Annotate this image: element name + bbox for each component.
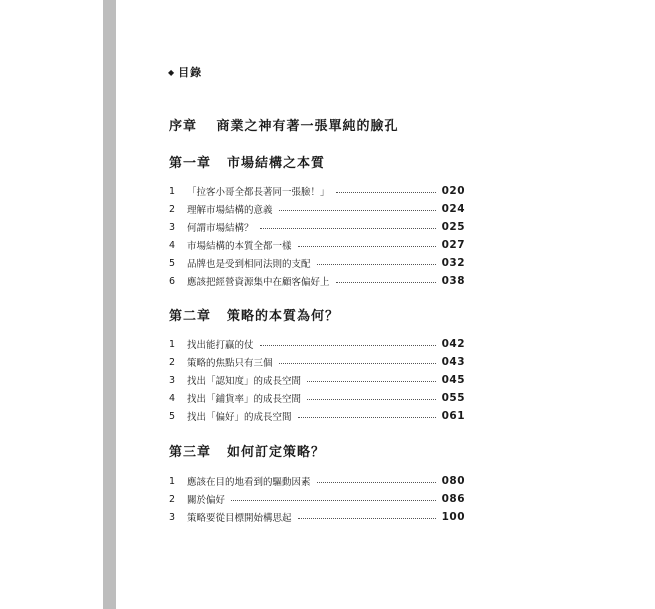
chapter-2-heading [169,305,339,324]
entry-number: 3 [169,221,176,233]
entry-page-number: 038 [441,275,465,287]
toc-entry[interactable] [169,218,465,236]
prologue-heading [169,115,399,134]
toc-entry[interactable] [169,200,465,218]
entry-number: 3 [169,374,176,386]
dotted-leader [307,381,436,382]
prologue-title: 商業之神有著一張單純的臉孔 [216,119,399,134]
entry-number: 2 [169,356,176,368]
entry-number: 1 [169,475,176,487]
dotted-leader [298,518,436,519]
chapter-title: 如何訂定策略？ [227,445,326,460]
chapter-label: 第二章 [169,305,211,324]
entry-page-number: 100 [441,511,465,523]
book-spine-gutter [103,0,116,609]
dotted-leader [317,264,436,265]
entry-number: 2 [169,203,176,215]
chapter-1-heading [169,152,325,171]
entry-page-number: 055 [441,392,465,404]
entry-page-number: 080 [441,475,465,487]
entry-page-number: 042 [441,338,465,350]
toc-entry[interactable] [169,236,465,254]
chapter-1-entries [169,182,465,290]
entry-title: 市場結構的本質全都一樣 [187,241,292,252]
dotted-leader [336,282,436,283]
chapter-3-entries [169,472,465,526]
dotted-leader [279,210,436,211]
entry-page-number: 061 [441,410,465,422]
chapter-title: 市場結構之本質 [227,156,326,171]
entry-title: 理解市場結構的意義 [187,205,273,216]
entry-page-number: 086 [441,493,465,505]
toc-entry[interactable] [169,272,465,290]
entry-title: 策略的焦點只有三個 [187,358,273,369]
dotted-leader [279,363,436,364]
dotted-leader [307,399,436,400]
chapter-label: 第三章 [169,441,211,460]
entry-number: 1 [169,185,176,197]
toc-entry[interactable] [169,508,465,526]
dotted-leader [298,417,436,418]
toc-entry[interactable] [169,254,465,272]
entry-number: 4 [169,392,176,404]
toc-entry[interactable] [169,353,465,371]
entry-number: 3 [169,511,176,523]
dotted-leader [260,345,436,346]
entry-number: 5 [169,410,176,422]
dotted-leader [336,192,436,193]
entry-page-number: 045 [441,374,465,386]
entry-number: 4 [169,239,176,251]
entry-title: 找出能打贏的仗 [187,340,254,351]
entry-page-number: 020 [441,185,465,197]
entry-title: 找出「偏好」的成長空間 [187,412,292,423]
entry-page-number: 043 [441,356,465,368]
entry-title: 品牌也是受到相同法則的支配 [187,259,311,270]
dotted-leader [298,246,436,247]
toc-entry[interactable] [169,490,465,508]
entry-title: 「拉客小哥全都長著同一張臉！」 [187,187,330,198]
toc-entry[interactable] [169,389,465,407]
chapter-3-heading [169,441,325,460]
entry-title: 應該在目的地看到的驅動因素 [187,477,311,488]
chapter-title: 策略的本質為何？ [227,309,340,324]
toc-entry[interactable] [169,335,465,353]
toc-entry[interactable] [169,472,465,490]
entry-number: 1 [169,338,176,350]
toc-entry[interactable] [169,182,465,200]
entry-title: 找出「鋪貨率」的成長空間 [187,394,302,405]
diamond-bullet-icon: ◆ [168,67,176,77]
entry-page-number: 032 [441,257,465,269]
toc-entry[interactable] [169,407,465,425]
chapter-label: 第一章 [169,152,211,171]
dotted-leader [317,482,436,483]
entry-title: 應該把經營資源集中在顧客偏好上 [187,277,330,288]
dotted-leader [231,500,436,501]
toc-heading-text: 目錄 [178,66,203,79]
toc-entry[interactable] [169,371,465,389]
dotted-leader [260,228,436,229]
entry-page-number: 024 [441,203,465,215]
entry-title: 找出「認知度」的成長空間 [187,376,302,387]
entry-title: 策略要從目標開始構思起 [187,513,292,524]
entry-number: 5 [169,257,176,269]
entry-page-number: 027 [441,239,465,251]
chapter-2-entries [169,335,465,425]
prologue-label: 序章 [169,119,198,134]
entry-page-number: 025 [441,221,465,233]
entry-title: 關於偏好 [187,495,226,506]
entry-title: 何謂市場結構？ [187,223,254,234]
entry-number: 2 [169,493,176,505]
toc-heading [168,64,202,80]
entry-number: 6 [169,275,176,287]
